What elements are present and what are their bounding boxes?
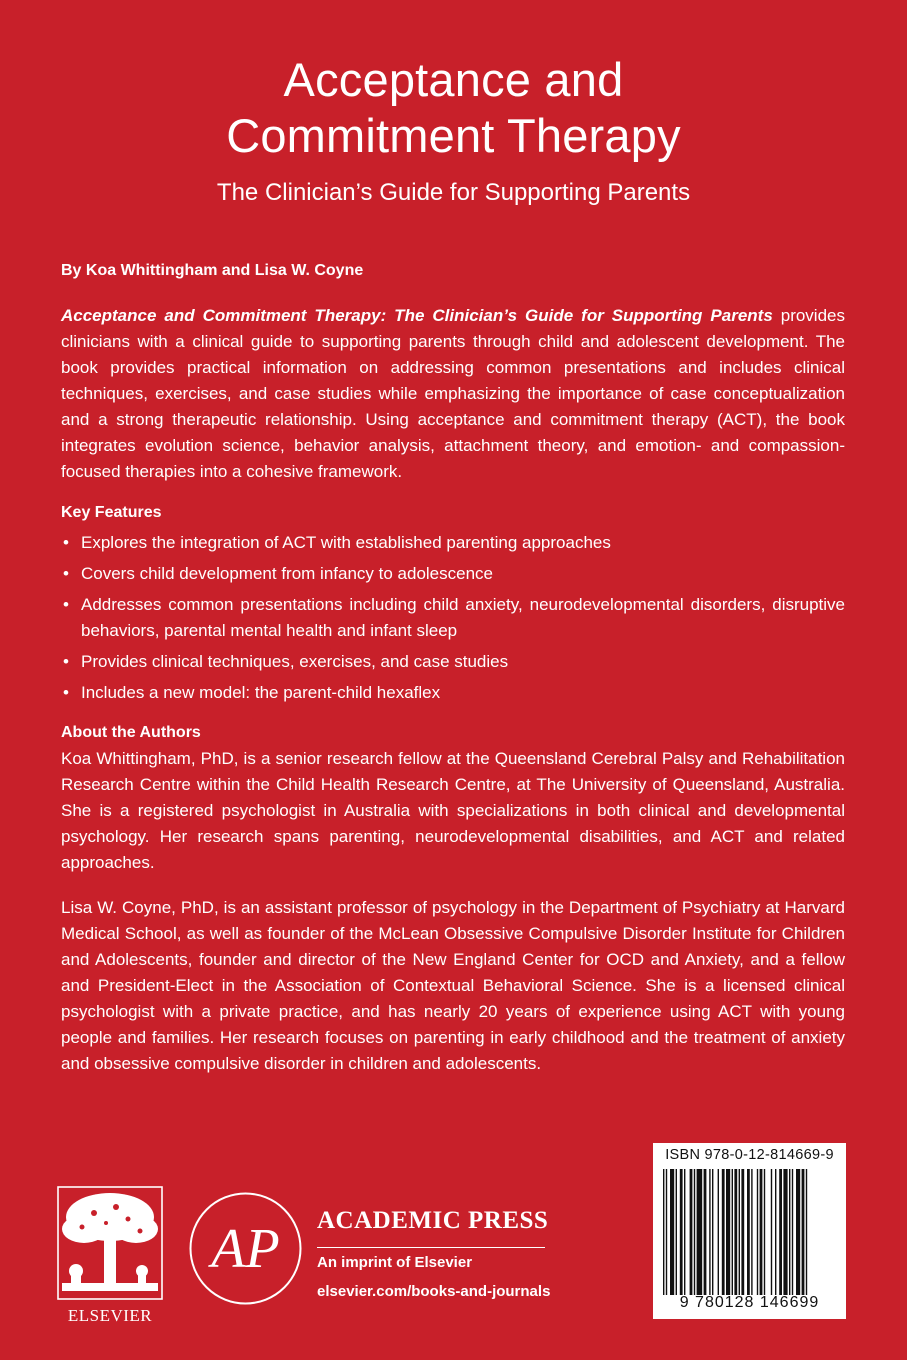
description-title: Acceptance and Commitment Therapy: The Clinician’s Guide for Supporting Parents <box>61 306 773 325</box>
barcode-bar <box>757 1169 758 1295</box>
barcode-bar <box>666 1169 667 1295</box>
isbn-number: ISBN 978-0-12-814669-9 <box>665 1147 834 1163</box>
press-divider <box>317 1247 545 1248</box>
barcode-bar <box>690 1169 693 1295</box>
feature-item: • Explores the integration of ACT with established parenting approaches <box>61 530 845 556</box>
barcode-bar <box>764 1169 765 1295</box>
barcode-bar <box>663 1169 664 1295</box>
elsevier-tree-logo <box>54 1183 166 1318</box>
barcode-bar <box>697 1169 703 1295</box>
barcode-bar <box>789 1169 790 1295</box>
book-subtitle: The Clinician’s Guide for Supporting Parents <box>216 179 691 206</box>
author-byline: By Koa Whittingham and Lisa W. Coyne <box>61 262 364 279</box>
barcode-bar <box>694 1169 695 1295</box>
key-features-heading: Key Features <box>61 504 162 521</box>
book-title <box>0 52 907 164</box>
barcode-bar <box>806 1169 807 1295</box>
barcode-bar <box>792 1169 793 1295</box>
description-text: provides clinicians with a clinical guide to supporting parents through child and adolescent development. The book provides practical information on addressing common presentations and includes clinical techniques, exercises, and case studies while emphasizing the importance of case conceptualization and a strong therapeutic relationship. Using acceptance and commitment therapy (ACT), the book integrates evolution science, behavior analysis, attachment theory, and emotion- and compassion-focused therapies into a cohesive framework. <box>61 306 845 481</box>
title-line-1: Acceptance and <box>283 53 624 106</box>
barcode-bar <box>783 1169 787 1295</box>
feature-item: • Addresses common presentations including child anxiety, neurodevelopmental disorders, disruptive behaviors, parental mental health and infant sleep <box>61 592 845 644</box>
publisher-website: elsevier.com/books-and-journals <box>317 1283 551 1300</box>
barcode-bar <box>760 1169 763 1295</box>
author-bio-coyne: Lisa W. Coyne, PhD, is an assistant professor of psychology in the Department of Psychiatry at Harvard Medical School, as well as founder of the McLean Obsessive Compulsive Disorder Institute for Children and Adolescents, founder and director of the New England Center for OCD and Anxiety, and a fellow and President-Elect in the Association of Contextual Behavioral Science. She is a licensed clinical psychologist with a private practice, and has nearly 20 years of experience using ACT with young people and families. Her research focuses on parenting in early childhood and the treatment of anxiety and obsessive compulsive disorder in children and adolescents. <box>61 898 845 1073</box>
body-content <box>61 258 845 1077</box>
barcode-bar <box>771 1169 772 1295</box>
elsevier-wordmark: ELSEVIER <box>67 1306 153 1325</box>
barcode-bar <box>734 1169 737 1295</box>
author-bio-whittingham: Koa Whittingham, PhD, is a senior research fellow at the Queensland Cerebral Palsy and Rehabilitation Research Centre within the Child Health Research Centre, at The University of Queensland, Australia. She is a registered psychologist in Australia with specializations in both clinical and developmental psychology. Her research spans parenting, neurodevelopmental disabilities, and ACT and related approaches. <box>61 749 845 872</box>
barcode-bar <box>732 1169 733 1295</box>
barcode-bar <box>796 1169 800 1295</box>
ean-digits: 9 780128 146699 <box>679 1294 820 1311</box>
academic-press-ap-logo <box>188 1191 303 1306</box>
feature-item: • Provides clinical techniques, exercises, and case studies <box>61 649 845 675</box>
barcode-bar <box>722 1169 725 1295</box>
imprint-line: An imprint of Elsevier <box>317 1254 473 1271</box>
barcode-bar <box>741 1169 744 1295</box>
barcode-bars <box>663 1169 837 1295</box>
book-description <box>61 303 845 485</box>
title-line-2: Commitment Therapy <box>226 109 681 162</box>
isbn-barcode <box>653 1143 846 1319</box>
barcode-bar <box>709 1169 710 1295</box>
academic-press-name: ACADEMIC PRESS <box>317 1207 549 1234</box>
barcode-bar <box>676 1169 677 1295</box>
barcode-bar <box>747 1169 750 1295</box>
barcode-bar <box>670 1169 674 1295</box>
barcode-bar <box>739 1169 740 1295</box>
about-authors-heading: About the Authors <box>61 724 201 741</box>
barcode-bar <box>751 1169 752 1295</box>
barcode-bar <box>712 1169 713 1295</box>
key-features-list <box>61 530 845 706</box>
barcode-bar <box>779 1169 782 1295</box>
barcode-bar <box>802 1169 805 1295</box>
barcode-bar <box>680 1169 683 1295</box>
feature-item: • Includes a new model: the parent-child hexaflex <box>61 680 845 706</box>
feature-item: • Covers child development from infancy to adolescence <box>61 561 845 587</box>
barcode-bar <box>726 1169 730 1295</box>
barcode-bar <box>704 1169 707 1295</box>
barcode-bar <box>775 1169 776 1295</box>
ap-monogram: AP <box>211 1218 280 1280</box>
barcode-bar <box>718 1169 719 1295</box>
barcode-bar <box>684 1169 685 1295</box>
